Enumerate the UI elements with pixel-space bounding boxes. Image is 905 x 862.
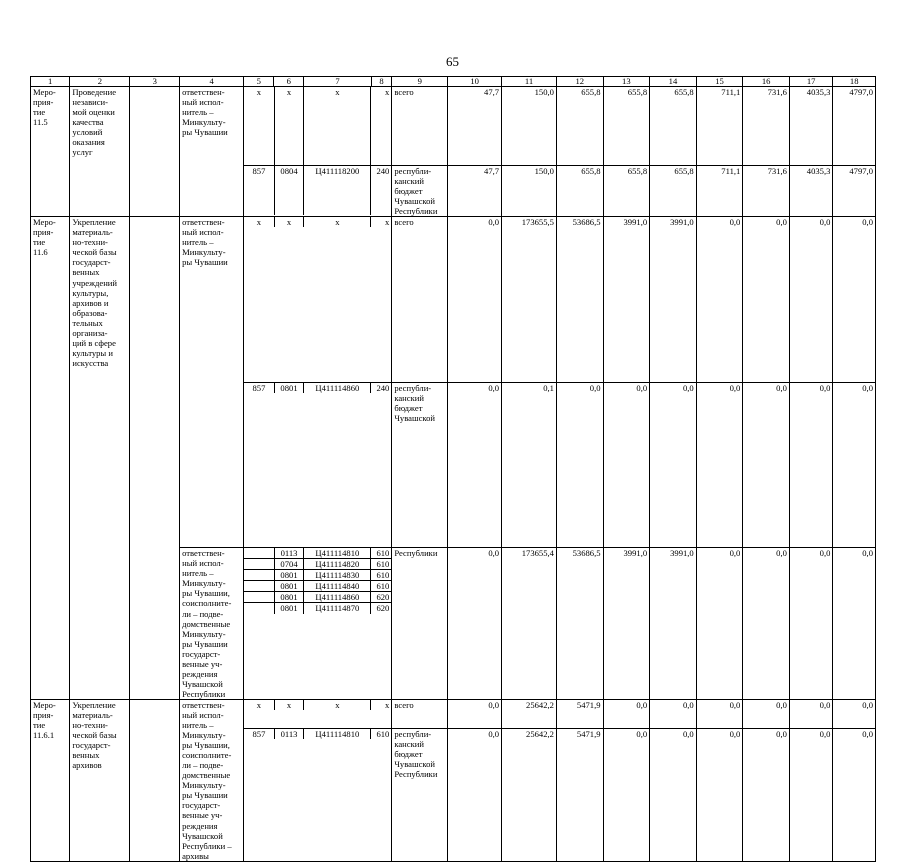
grbs-code: 857 bbox=[252, 383, 266, 394]
funding-source: республи- канский бюджет Чувашской bbox=[392, 383, 448, 548]
amount-cell: 0,0 bbox=[743, 728, 790, 861]
col-header: 14 bbox=[650, 77, 697, 87]
funding-source: всего bbox=[392, 217, 448, 383]
budget-codes bbox=[244, 548, 392, 700]
budget-code-row bbox=[244, 729, 391, 739]
section-code: 0801 bbox=[274, 570, 304, 581]
budget-codes bbox=[244, 383, 392, 548]
amount-cell: 655,8 bbox=[556, 87, 603, 166]
col-header: 10 bbox=[448, 77, 502, 87]
event-number: Меро- прия- тие 11.6 bbox=[31, 217, 70, 700]
funding-source: всего bbox=[392, 87, 448, 166]
event-name: Укрепление материаль- но-техни- ческой базы государст- венных учреждений культуры, архивов и образова- тельных организа- ций в сфере культуры и искусства bbox=[70, 217, 130, 700]
section-code: 0804 bbox=[274, 166, 304, 215]
amount-cell: 0,1 bbox=[502, 383, 557, 548]
empty-cell bbox=[130, 699, 180, 861]
col-header: 5 bbox=[244, 77, 274, 87]
amount-cell: 0,0 bbox=[448, 383, 502, 548]
table-row bbox=[31, 699, 876, 728]
target-article-code: Ц411114830 bbox=[304, 570, 371, 581]
section-code: 0801 bbox=[274, 603, 304, 614]
amount-cell: 0,0 bbox=[743, 383, 790, 548]
amount-cell: 0,0 bbox=[650, 699, 697, 728]
event-number: Меро- прия- тие 11.5 bbox=[31, 87, 70, 217]
section-code: 0113 bbox=[274, 729, 304, 739]
grbs-code bbox=[244, 581, 274, 592]
amount-cell: 173655,4 bbox=[502, 548, 557, 700]
col-header: 4 bbox=[180, 77, 244, 87]
col-header: 1 bbox=[31, 77, 70, 87]
col-header: 17 bbox=[789, 77, 832, 87]
expense-type-code: 610 bbox=[371, 581, 392, 592]
budget-code-row bbox=[244, 217, 391, 227]
expense-type-code: x bbox=[371, 87, 392, 165]
amount-cell: 4035,3 bbox=[789, 87, 832, 166]
amount-cell: 655,8 bbox=[650, 166, 697, 217]
col-header: 2 bbox=[70, 77, 130, 87]
amount-cell: 3991,0 bbox=[650, 548, 697, 700]
amount-cell: 0,0 bbox=[556, 383, 603, 548]
amount-cell: 731,6 bbox=[743, 87, 790, 166]
target-article-code: Ц411118200 bbox=[304, 166, 371, 215]
amount-cell: 0,0 bbox=[448, 217, 502, 383]
target-article-code: Ц411114860 bbox=[304, 592, 371, 603]
col-header: 12 bbox=[556, 77, 603, 87]
amount-cell: 0,0 bbox=[650, 383, 697, 548]
amount-cell: 0,0 bbox=[603, 699, 650, 728]
amount-cell: 3991,0 bbox=[650, 217, 697, 383]
grbs-code: x bbox=[256, 87, 262, 97]
amount-cell: 0,0 bbox=[696, 548, 743, 700]
responsible-executor: ответствен- ный испол- нитель – Минкульту- ры Чувашии, соисполните- ли – подве- домственные Минкульту- ры Чувашии государст- венные уч- реждения Чувашской Республики – архивы bbox=[180, 699, 244, 861]
section-code: x bbox=[274, 217, 304, 227]
amount-cell: 655,8 bbox=[603, 166, 650, 217]
col-header: 16 bbox=[743, 77, 790, 87]
target-article-code: Ц411114840 bbox=[304, 581, 371, 592]
amount-cell: 0,0 bbox=[833, 383, 876, 548]
amount-cell: 0,0 bbox=[603, 728, 650, 861]
amount-cell: 0,0 bbox=[789, 548, 832, 700]
event-number: Меро- прия- тие 11.6.1 bbox=[31, 699, 70, 861]
amount-cell: 173655,5 bbox=[502, 217, 557, 383]
event-name: Укрепление материаль- но-техни- ческой базы государст- венных архивов bbox=[70, 699, 130, 861]
section-code: x bbox=[274, 700, 304, 710]
col-header: 3 bbox=[130, 77, 180, 87]
budget-code-row bbox=[244, 166, 391, 215]
budget-code-table bbox=[244, 87, 391, 165]
grbs-code bbox=[244, 548, 274, 559]
grbs-code bbox=[244, 570, 274, 581]
expense-type-code: 610 bbox=[371, 559, 392, 570]
amount-cell: 0,0 bbox=[833, 728, 876, 861]
expense-type-code: 240 bbox=[371, 383, 392, 393]
amount-cell: 4035,3 bbox=[789, 166, 832, 217]
amount-cell: 0,0 bbox=[696, 728, 743, 861]
col-header: 15 bbox=[696, 77, 743, 87]
amount-cell: 0,0 bbox=[696, 217, 743, 383]
funding-source: всего bbox=[392, 699, 448, 728]
amount-cell: 711,1 bbox=[696, 166, 743, 217]
budget-codes bbox=[244, 728, 392, 861]
amount-cell: 4797,0 bbox=[833, 87, 876, 166]
amount-cell: 5471,9 bbox=[556, 728, 603, 861]
budget-code-row bbox=[244, 559, 391, 570]
amount-cell: 0,0 bbox=[789, 699, 832, 728]
budget-code-row bbox=[244, 592, 391, 603]
amount-cell: 47,7 bbox=[448, 87, 502, 166]
grbs-code bbox=[244, 559, 274, 570]
funding-source: республи- канский бюджет Чувашской Республики bbox=[392, 166, 448, 217]
budget-codes bbox=[244, 87, 392, 166]
col-header: 18 bbox=[833, 77, 876, 87]
section-code: 0801 bbox=[274, 383, 304, 393]
budget-code-table bbox=[244, 217, 391, 227]
budget-code-row bbox=[244, 700, 391, 710]
funding-source: республи- канский бюджет Чувашской Республики bbox=[392, 728, 448, 861]
budget-codes bbox=[244, 699, 392, 728]
funding-source: Республики bbox=[392, 548, 448, 700]
col-header: 6 bbox=[274, 77, 304, 87]
col-header: 13 bbox=[603, 77, 650, 87]
budget-code-row bbox=[244, 581, 391, 592]
budget-code-table bbox=[244, 700, 391, 710]
target-article-code: Ц411114860 bbox=[304, 383, 371, 393]
amount-cell: 3991,0 bbox=[603, 548, 650, 700]
event-name: Проведение независи- мой оценки качества условий оказания услуг bbox=[70, 87, 130, 217]
target-article-code: Ц411114810 bbox=[304, 548, 371, 559]
col-header: 11 bbox=[502, 77, 557, 87]
column-number-row bbox=[31, 77, 876, 87]
amount-cell: 0,0 bbox=[833, 699, 876, 728]
grbs-code: 857 bbox=[252, 728, 266, 739]
amount-cell: 655,8 bbox=[603, 87, 650, 166]
budget-codes bbox=[244, 217, 392, 383]
budget-code-table bbox=[244, 729, 391, 739]
amount-cell: 711,1 bbox=[696, 87, 743, 166]
amount-cell: 150,0 bbox=[502, 87, 557, 166]
amount-cell: 53686,5 bbox=[556, 548, 603, 700]
expense-type-code: 620 bbox=[371, 592, 392, 603]
section-code: 0801 bbox=[274, 581, 304, 592]
page-number: 65 bbox=[446, 54, 459, 69]
responsible-executor: ответствен- ный испол- нитель – Минкульту- ры Чувашии, соисполните- ли – подве- домственные Минкульту- ры Чувашии государст- венные уч- реждения Чувашской Республики bbox=[180, 548, 244, 700]
empty-cell bbox=[130, 87, 180, 217]
empty-cell bbox=[130, 217, 180, 700]
amount-cell: 0,0 bbox=[743, 699, 790, 728]
col-header: 8 bbox=[371, 77, 392, 87]
target-article-code: x bbox=[304, 700, 371, 710]
amount-cell: 0,0 bbox=[789, 217, 832, 383]
grbs-code: x bbox=[256, 699, 262, 710]
amount-cell: 0,0 bbox=[448, 548, 502, 700]
amount-cell: 655,8 bbox=[556, 166, 603, 217]
amount-cell: 5471,9 bbox=[556, 699, 603, 728]
responsible-executor: ответствен- ный испол- нитель – Минкульту- ры Чувашии bbox=[180, 217, 244, 548]
target-article-code: x bbox=[304, 87, 371, 165]
target-article-code: Ц411114820 bbox=[304, 559, 371, 570]
budget-code-table bbox=[244, 166, 391, 215]
grbs-code: 857 bbox=[252, 166, 266, 176]
grbs-code: x bbox=[256, 217, 262, 228]
grbs-code bbox=[244, 603, 274, 614]
amount-cell: 0,0 bbox=[696, 699, 743, 728]
amount-cell: 4797,0 bbox=[833, 166, 876, 217]
amount-cell: 0,0 bbox=[833, 217, 876, 383]
amount-cell: 731,6 bbox=[743, 166, 790, 217]
section-code: x bbox=[274, 87, 304, 165]
col-header: 9 bbox=[392, 77, 448, 87]
budget-code-row bbox=[244, 570, 391, 581]
table-row bbox=[31, 87, 876, 166]
expense-type-code: x bbox=[371, 700, 392, 710]
amount-cell: 47,7 bbox=[448, 166, 502, 217]
section-code: 0113 bbox=[274, 548, 304, 559]
amount-cell: 655,8 bbox=[650, 87, 697, 166]
expense-type-code: 240 bbox=[371, 166, 392, 215]
amount-cell: 0,0 bbox=[650, 728, 697, 861]
budget-code-row bbox=[244, 383, 391, 393]
section-code: 0801 bbox=[274, 592, 304, 603]
grbs-code bbox=[244, 592, 274, 603]
expense-type-code: 610 bbox=[371, 570, 392, 581]
col-header: 7 bbox=[304, 77, 371, 87]
amount-cell: 0,0 bbox=[743, 548, 790, 700]
amount-cell: 0,0 bbox=[833, 548, 876, 700]
target-article-code: Ц411114870 bbox=[304, 603, 371, 614]
table-body bbox=[31, 87, 876, 862]
budget-code-row bbox=[244, 87, 391, 165]
amount-cell: 0,0 bbox=[789, 383, 832, 548]
amount-cell: 0,0 bbox=[789, 728, 832, 861]
expense-type-code: 610 bbox=[371, 729, 392, 739]
amount-cell: 25642,2 bbox=[502, 728, 557, 861]
amount-cell: 3991,0 bbox=[603, 217, 650, 383]
amount-cell: 0,0 bbox=[696, 383, 743, 548]
responsible-executor: ответствен- ный испол- нитель – Минкульту- ры Чувашии bbox=[180, 87, 244, 217]
amount-cell: 0,0 bbox=[743, 217, 790, 383]
expense-type-code: 610 bbox=[371, 548, 392, 559]
section-code: 0704 bbox=[274, 559, 304, 570]
target-article-code: x bbox=[304, 217, 371, 227]
budget-code-table bbox=[244, 383, 391, 393]
program-table bbox=[30, 76, 876, 862]
amount-cell: 0,0 bbox=[448, 728, 502, 861]
amount-cell: 150,0 bbox=[502, 166, 557, 217]
amount-cell: 0,0 bbox=[603, 383, 650, 548]
amount-cell: 53686,5 bbox=[556, 217, 603, 383]
table-row bbox=[31, 217, 876, 383]
budget-code-table bbox=[244, 548, 391, 613]
budget-code-row bbox=[244, 603, 391, 614]
expense-type-code: x bbox=[371, 217, 392, 227]
target-article-code: Ц411114810 bbox=[304, 729, 371, 739]
amount-cell: 25642,2 bbox=[502, 699, 557, 728]
budget-code-row bbox=[244, 548, 391, 559]
budget-codes bbox=[244, 166, 392, 217]
amount-cell: 0,0 bbox=[448, 699, 502, 728]
expense-type-code: 620 bbox=[371, 603, 392, 614]
